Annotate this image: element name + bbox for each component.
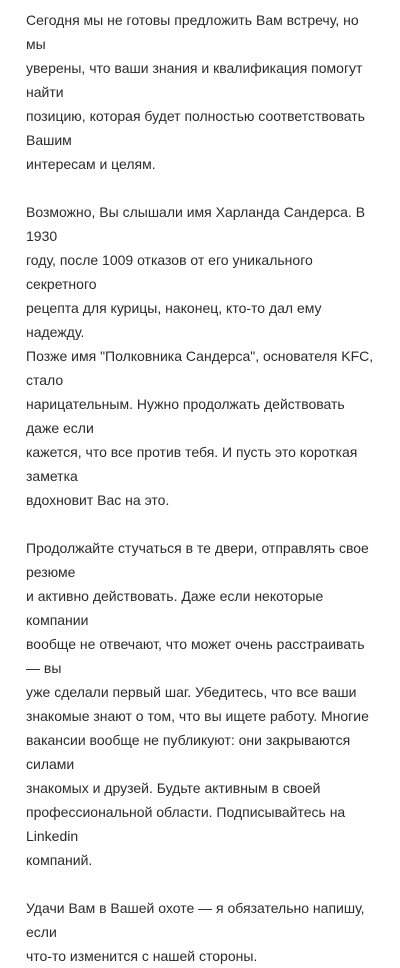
paragraph-gap: [26, 176, 380, 200]
paragraph-intro: Сегодня мы не готовы предложить Вам встречу, но мы уверены, что ваши знания и квалификация помогут найти позицию, которая будет полностью соответствовать Вашим интересам и целям.: [26, 12, 365, 172]
paragraph-gap: [26, 872, 380, 896]
paragraph-closing: Удачи Вам в Вашей охоте — я обязательно напишу, если что-то изменится с нашей стороны.: [26, 900, 365, 964]
paragraph-gap: [26, 512, 380, 536]
paragraph-sanders-story: Возможно, Вы слышали имя Харланда Сандерса. В 1930 году, после 1009 отказов от его уникального секретного рецепта для курицы, наконец, кто-то дал ему надежду. Позже имя "Полковника Сандерса", основателя KFC, стало нарицательным. Нужно продолжать действовать даже если кажется, что все против тебя. И пусть это короткая заметка вдохновит Вас на это.: [26, 204, 374, 508]
paragraph-advice: Продолжайте стучаться в те двери, отправлять свое резюме и активно действовать. Даже если некоторые компании вообще не отвечают, что может очень расстраивать — вы уже сделали первый шаг. Убедитесь, что все ваши знакомые знают о том, что вы ищете работу. Многие вакансии вообще не публикуют: они закрываются силами знакомых и друзей. Будьте активным в своей профессиональной области. Подписывайтесь на Linkedin компаний.: [26, 540, 369, 868]
